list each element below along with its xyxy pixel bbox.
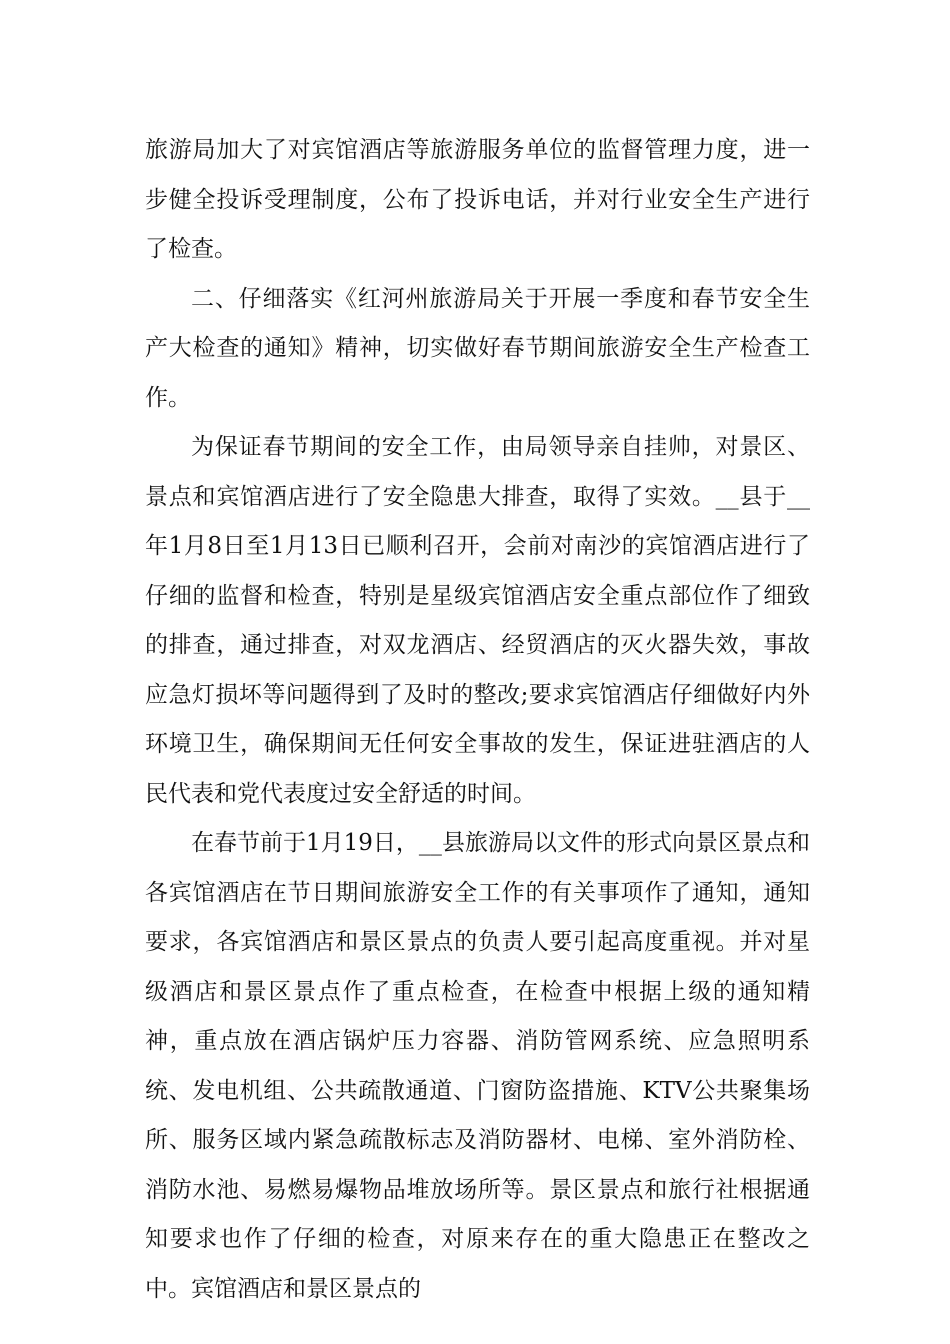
paragraph-spring-festival-notice: 在春节前于1月19日，__县旅游局以文件的形式向景区景点和各宾馆酒店在节日期间旅游安全工作的有关事项作了通知，通知要求，各宾馆酒店和景区景点的负责人要引起高度重视。并对星级酒店和景区景点作了重点检查，在检查中根据上级的通知精神，重点放在酒店锅炉压力容器、消防管网系统、应急照明系统、发电机组、公共疏散通道、门窗防盗措施、KTV公共聚集场所、服务区域内紧急疏散标志及消防器材、电梯、室外消防栓、消防水池、易燃易爆物品堆放场所等。景区景点和旅行社根据通知要求也作了仔细的检查，对原来存在的重大隐患正在整改之中。宾馆酒店和景区景点的: [145, 830, 810, 1302]
paragraph-safety-inspection: 为保证春节期间的安全工作，由局领导亲自挂帅，对景区、景点和宾馆酒店进行了安全隐患大排查，取得了实效。__县于__年1月8日至1月13日已顺利召开，会前对南沙的宾馆酒店进行了仔细的监督和检查，特别是星级宾馆酒店安全重点部位作了细致的排查，通过排查，对双龙酒店、经贸酒店的灭火器失效，事故应急灯损坏等问题得到了及时的整改;要求宾馆酒店仔细做好内外环境卫生，确保期间无任何安全事故的发生，保证进驻酒店的人民代表和党代表度过安全舒适的时间。: [145, 434, 810, 807]
paragraph-section-two: 二、仔细落实《红河州旅游局关于开展一季度和春节安全生产大检查的通知》精神，切实做好春节期间旅游安全生产检查工作。: [145, 285, 810, 411]
paragraph-continuation: 旅游局加大了对宾馆酒店等旅游服务单位的监督管理力度，进一步健全投诉受理制度，公布了投诉电话，并对行业安全生产进行了检查。: [145, 137, 810, 262]
document-body: [145, 126, 810, 1314]
